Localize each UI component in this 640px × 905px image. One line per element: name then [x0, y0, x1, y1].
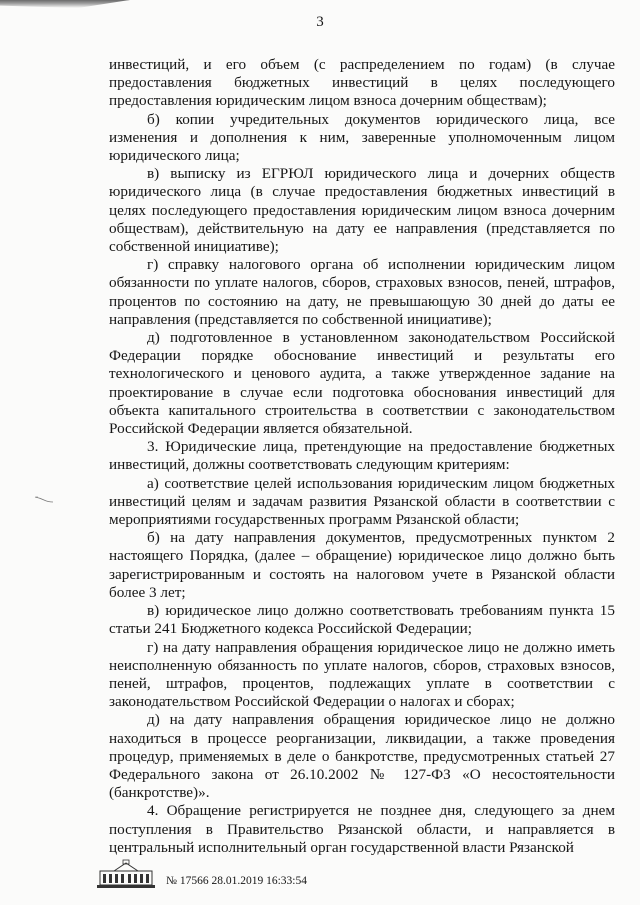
- paragraph-criterion-v: в) юридическое лицо должно соответствовать требованиям пункта 15 статьи 241 Бюджетного кодекса Российской Федерации;: [109, 602, 615, 638]
- scan-edge-shadow: [0, 0, 130, 8]
- paragraph-continuation: инвестиций, и его объем (с распределением по годам) (в случае предоставления бюджетных инвестиций в целях последующего предоставления юридическим лицом взноса дочерним обществам);: [109, 56, 615, 110]
- paragraph-criterion-b: б) на дату направления документов, предусмотренных пунктом 2 настоящего Порядка, (далее – обращение) юридическое лицо должно быть зарегистрированным и состоять на налоговом учете в Рязанской области более 3 лет;: [109, 529, 615, 601]
- paragraph-criterion-g: г) на дату направления обращения юридическое лицо не должно иметь неисполненную обязанность по уплате налогов, сборов, страховых взносов, пеней, штрафов, процентов, подлежащих уплате в соответствии с законодательством Российской Федерации о налогах и сборах;: [109, 638, 615, 711]
- registration-stamp: [166, 874, 307, 889]
- paragraph-section-4: 4. Обращение регистрируется не позднее дня, следующего за днем поступления в Правительство Рязанской области, и направляется в центральный исполнительный орган государственной власти Рязанской: [109, 802, 615, 856]
- scan-smudge: [34, 495, 54, 503]
- page-number: 3: [316, 14, 324, 30]
- document-body: [109, 56, 615, 857]
- registration-number: № 17566: [166, 875, 209, 887]
- paragraph-criterion-d: д) на дату направления обращения юридическое лицо не должно находиться в процессе реорганизации, ликвидации, а также проведения процедур, применяемых в деле о банкротстве, предусмотренных статьей 27 Федерального закона от 26.10.2002 № 127-ФЗ «О несостоятельности (банкротстве)».: [109, 711, 615, 802]
- paragraph-section-3: 3. Юридические лица, претендующие на предоставление бюджетных инвестиций, должны соответствовать следующим критериям:: [109, 438, 615, 474]
- paragraph-item-d-justification: д) подготовленное в установленном законодательством Российской Федерации порядке обоснование инвестиций и результаты его технологического и ценового аудита, а также утвержденное задание на проектирование в случае если подготовка обоснования инвестиций для объекта капитального строительства в соответствии с законодательством Российской Федерации является обязательной.: [109, 329, 615, 438]
- registration-datetime: 28.01.2019 16:33:54: [211, 875, 307, 887]
- paragraph-item-b-copies: б) копии учредительных документов юридического лица, все изменения и дополнения к ним, заверенные уполномоченным лицом юридического лица;: [109, 110, 615, 165]
- document-footer: [96, 859, 307, 889]
- paragraph-criterion-a: а) соответствие целей использования юридическим лицом бюджетных инвестиций целям и задачам развития Рязанской области в соответствии с мероприятиями государственных программ Рязанской области;: [109, 474, 615, 529]
- government-building-stamp-icon: [96, 859, 156, 889]
- paragraph-item-v-egrul: в) выписку из ЕГРЮЛ юридического лица и дочерних обществ юридического лица (в случае предоставления бюджетных инвестиций в целях последующего предоставления юридическим лицом взноса дочерним обществам), действительную на дату ее направления (представляется по собственной инициативе);: [109, 165, 615, 256]
- paragraph-item-g-tax-certificate: г) справку налогового органа об исполнении юридическим лицом обязанности по уплате налогов, сборов, страховых взносов, пеней, штрафов, процентов по состоянию на дату, не превышающую 30 дней до даты ее направления (представляется по собственной инициативе);: [109, 256, 615, 328]
